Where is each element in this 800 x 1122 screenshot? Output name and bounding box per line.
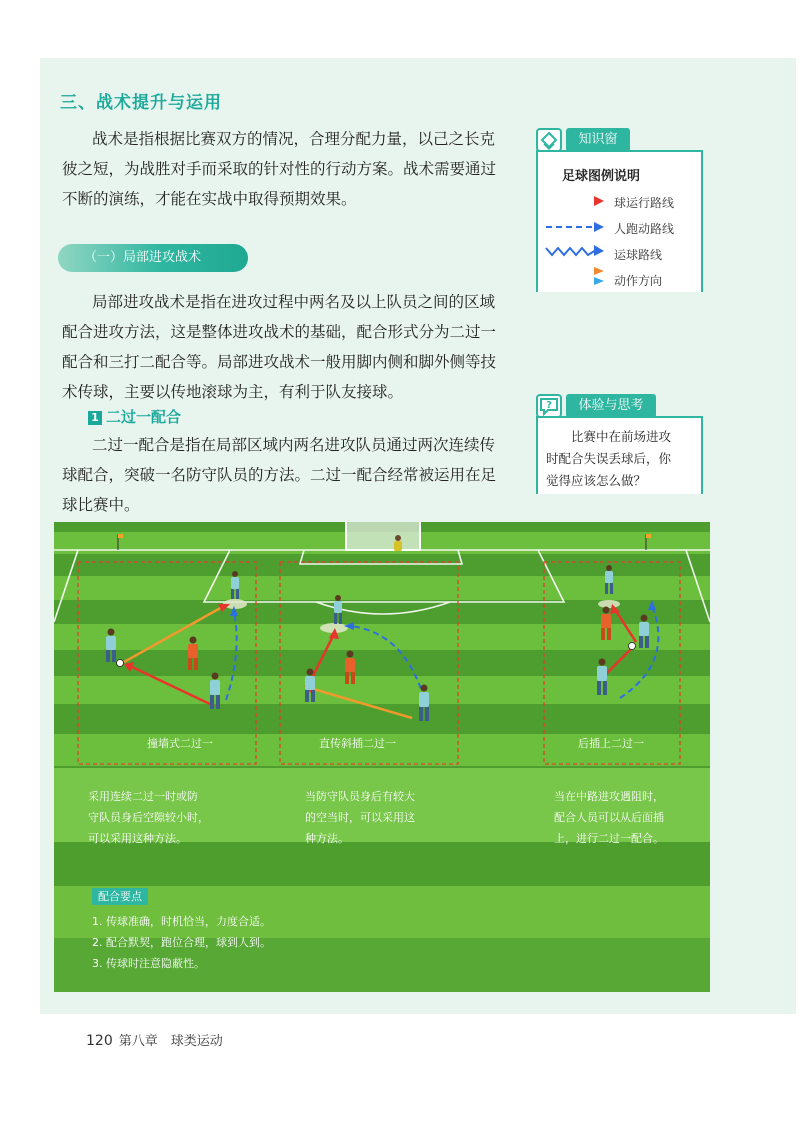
think-line-1: 比赛中在前场进攻 bbox=[571, 429, 672, 444]
legend-label-ball: 球运行路线 bbox=[614, 196, 675, 210]
diagram-label-wall-pass: 撞墙式二过一 bbox=[147, 737, 213, 750]
question-bubble-icon bbox=[536, 394, 562, 418]
local-line-2: 配合进攻方法，这是整体进攻战术的基础，配合形式分为二过一 bbox=[62, 323, 497, 341]
desc1-line-2: 守队员身后空隙较小时， bbox=[88, 811, 209, 824]
desc3-line-1: 当在中路进攻遇阻时， bbox=[554, 790, 664, 803]
description-wall-pass bbox=[88, 786, 209, 849]
knowledge-tab bbox=[536, 128, 628, 152]
think-line-3: 觉得应该怎么做？ bbox=[546, 473, 647, 488]
local-line-3: 配合和三打二配合等。局部进攻战术一般用脚内侧和脚外侧等技 bbox=[62, 353, 497, 371]
think-text bbox=[546, 426, 696, 492]
run-path-legend-icon bbox=[544, 220, 606, 234]
desc2-line-3: 种方法。 bbox=[305, 832, 349, 845]
desc3-line-2: 配合人员可以从后面插 bbox=[554, 811, 664, 824]
item-number: 1 bbox=[88, 411, 102, 425]
svg-text:?: ? bbox=[546, 400, 552, 411]
item-title: 二过一配合 bbox=[106, 408, 182, 426]
diamond-icon bbox=[536, 128, 562, 152]
tips-list bbox=[92, 911, 271, 974]
section-title: 三、战术提升与运用 bbox=[60, 93, 222, 113]
diagram-label-through-pass: 直传斜插二过一 bbox=[319, 737, 396, 750]
legend-label-dribble: 运球路线 bbox=[614, 248, 663, 262]
item-paragraph bbox=[62, 430, 496, 520]
local-line-4: 术传球，主要以传地滚球为主，有利于队友接球。 bbox=[62, 383, 404, 401]
page-footer bbox=[86, 1030, 223, 1049]
intro-line-2: 彼之短，为战胜对手而采取的针对性的行动方案。战术需要通过 bbox=[62, 160, 497, 178]
goalkeeper bbox=[394, 535, 402, 551]
item-line-1: 二过一配合是指在局部区域内两名进攻队员通过两次连续传 bbox=[92, 436, 496, 454]
legend-label-action: 动作方向 bbox=[614, 274, 663, 288]
desc1-line-3: 可以采用这种方法。 bbox=[88, 832, 187, 845]
description-through-pass bbox=[305, 786, 415, 849]
intro-line-3: 不断的演练，才能在实战中取得预期效果。 bbox=[62, 190, 357, 208]
tips-title: 配合要点 bbox=[92, 888, 148, 905]
subsection-title: （一）局部进攻战术 bbox=[58, 244, 248, 272]
ball-path-legend-icon bbox=[544, 194, 606, 208]
item-line-2: 球配合，突破一名防守队员的方法。二过一配合经常被运用在足 bbox=[62, 466, 497, 484]
diagram-label-overlap: 后插上二过一 bbox=[578, 737, 644, 750]
knowledge-title: 足球图例说明 bbox=[562, 169, 641, 184]
desc3-line-3: 上，进行二过一配合。 bbox=[554, 832, 664, 845]
item-heading bbox=[88, 406, 181, 427]
think-tab bbox=[536, 394, 656, 418]
legend-label-run: 人跑动路线 bbox=[614, 222, 675, 236]
dribble-path-legend-icon bbox=[544, 244, 606, 258]
description-overlap bbox=[554, 786, 664, 849]
intro-paragraph bbox=[62, 124, 496, 214]
page-number: 120 bbox=[86, 1033, 113, 1049]
tip-1: 1. 传球准确，时机恰当，力度合适。 bbox=[92, 915, 271, 928]
tip-2: 2. 配合默契，跑位合理，球到人到。 bbox=[92, 936, 271, 949]
tip-3: 3. 传球时注意隐蔽性。 bbox=[92, 957, 205, 970]
local-line-1: 局部进攻战术是指在进攻过程中两名及以上队员之间的区域 bbox=[92, 293, 496, 311]
chapter-name: 第八章 球类运动 bbox=[118, 1034, 223, 1049]
desc2-line-2: 的空当时，可以采用这 bbox=[305, 811, 415, 824]
desc1-line-1: 采用连续二过一时或防 bbox=[88, 790, 198, 803]
think-line-2: 时配合失误丢球后，你 bbox=[546, 451, 672, 466]
think-tab-label: 体验与思考 bbox=[566, 394, 656, 418]
action-direction-legend-icon bbox=[544, 266, 606, 286]
item-line-3: 球比赛中。 bbox=[62, 496, 140, 514]
goal-net bbox=[346, 522, 420, 550]
intro-line-1: 战术是指根据比赛双方的情况，合理分配力量，以己之长克 bbox=[92, 130, 496, 148]
desc2-line-1: 当防守队员身后有较大 bbox=[305, 790, 415, 803]
local-paragraph bbox=[62, 287, 496, 407]
knowledge-tab-label: 知识窗 bbox=[566, 128, 630, 152]
